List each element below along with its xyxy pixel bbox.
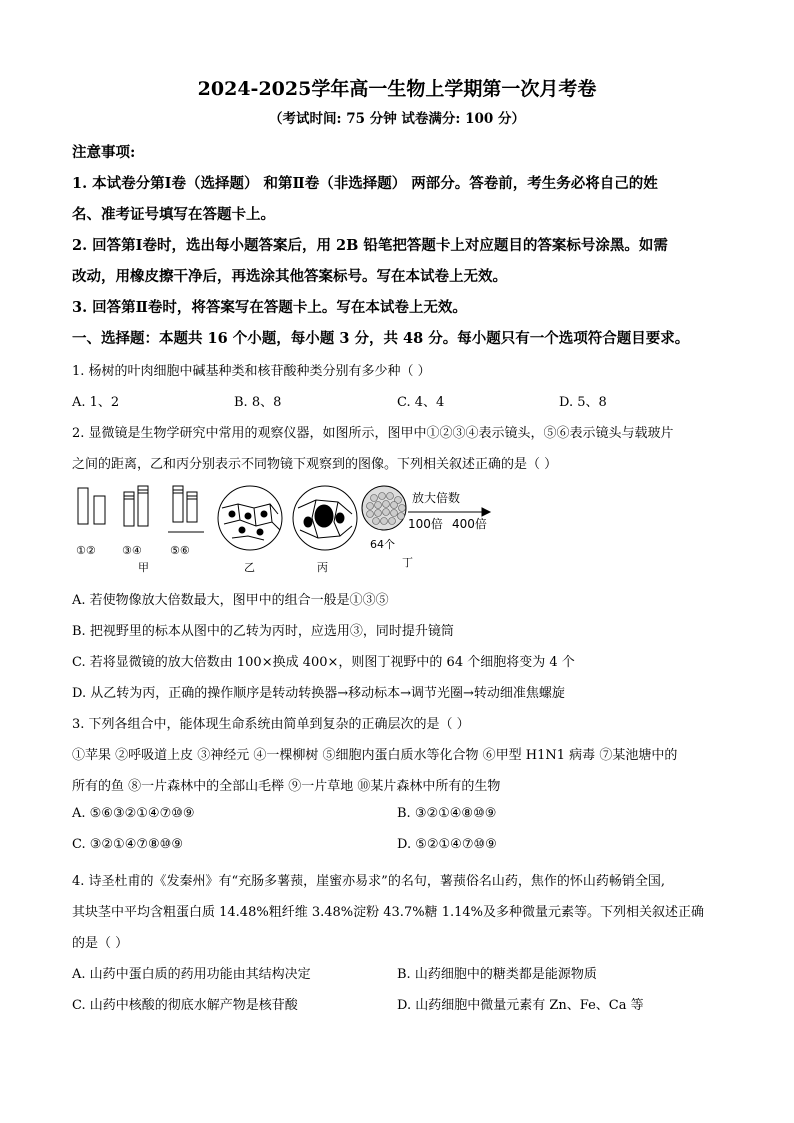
q3-items-line-2: 所有的鱼 ⑧一片森林中的全部山毛榉 ⑨一片草地 ⑩某片森林中所有的生物 (72, 779, 501, 794)
q2-stem-line-1: 2. 显微镜是生物学研究中常用的观察仪器，如图所示，图甲中①②③④表示镜头，⑤⑥表示镜头与载玻片 (72, 426, 674, 441)
label-ding: 丁 (402, 556, 413, 569)
q4-option-a: A. 山药中蛋白质的药用功能由其结构决定 (72, 967, 311, 982)
q4-stem-line-1: 4. 诗圣杜甫的《发秦州》有“充肠多薯蓣，崖蜜亦易求”的名句，薯蓣俗名山药，焦作的怀山药畅销全国, (72, 874, 665, 889)
notes-heading: 注意事项: (72, 144, 136, 161)
label-bing: 丙 (317, 561, 328, 574)
objectives-56 (168, 486, 204, 532)
label-56: ⑤⑥ (170, 544, 190, 557)
note-2-line-1: 2. 回答第Ⅰ卷时，选出每小题答案后，用 2B 铅笔把答题卡上对应题目的答案标号涂黑。如需 (72, 237, 668, 254)
note-1-line-2: 名、准考证号填写在答题卡上。 (72, 206, 275, 223)
microscope-figure (72, 478, 512, 578)
label-100x: 100倍 (408, 517, 443, 531)
note-2-line-2: 改动，用橡皮擦干净后，再选涂其他答案标号。写在本试卷上无效。 (72, 268, 507, 285)
eyepieces-12 (78, 488, 105, 524)
q1-option-b: B. 8、8 (234, 395, 282, 410)
view-bing (293, 486, 357, 550)
q3-option-c: C. ③②①④⑦⑧⑩⑨ (72, 837, 183, 852)
label-34: ③④ (122, 544, 142, 557)
label-arrow: 放大倍数 (412, 491, 461, 505)
exam-subtitle: （考试时间: 75 分钟 试卷满分: 100 分） (269, 111, 525, 127)
view-ding (362, 486, 406, 530)
q1-option-d: D. 5、8 (559, 395, 607, 410)
q2-option-d: D. 从乙转为丙，正确的操作顺序是转动转换器→移动标本→调节光圈→转动细准焦螺旋 (72, 686, 565, 701)
q4-option-c: C. 山药中核酸的彻底水解产物是核苷酸 (72, 998, 298, 1013)
label-400x: 400倍 (452, 517, 487, 531)
q3-option-a: A. ⑤⑥③②①④⑦⑩⑨ (72, 806, 195, 821)
exam-title: 2024-2025学年高一生物上学期第一次月考卷 (197, 78, 597, 100)
note-3: 3. 回答第Ⅱ卷时，将答案写在答题卡上。写在本试卷上无效。 (72, 299, 467, 316)
q4-stem-line-3: 的是（ ） (72, 936, 129, 951)
objectives-34 (124, 486, 148, 526)
note-1-line-1: 1. 本试卷分第Ⅰ卷（选择题） 和第Ⅱ卷（非选择题） 两部分。答卷前，考生务必将自己的姓 (72, 175, 658, 192)
q1-option-a: A. 1、2 (72, 395, 120, 410)
q3-option-b: B. ③②①④⑧⑩⑨ (397, 806, 497, 821)
q2-option-b: B. 把视野里的标本从图中的乙转为丙时，应选用③，同时提升镜筒 (72, 624, 454, 639)
label-jia: 甲 (138, 561, 149, 574)
q4-option-b: B. 山药细胞中的糖类都是能源物质 (397, 967, 597, 982)
label-12: ①② (76, 544, 96, 557)
q3-items-line-1: ①苹果 ②呼吸道上皮 ③神经元 ④一棵柳树 ⑤细胞内蛋白质水等化合物 ⑥甲型 H1N1 病毒 ⑦某池塘中的 (72, 748, 678, 763)
q3-stem: 3. 下列各组合中，能体现生命系统由简单到复杂的正确层次的是（ ） (72, 717, 470, 732)
label-count: 64个 (370, 538, 395, 551)
q4-stem-line-2: 其块茎中平均含粗蛋白质 14.48%粗纤维 3.48%淀粉 43.7%糖 1.14%及多种微量元素等。下列相关叙述正确 (72, 905, 704, 920)
q2-option-a: A. 若使物像放大倍数最大，图甲中的组合一般是①③⑤ (72, 593, 389, 608)
q1-stem: 1. 杨树的叶肉细胞中碱基种类和核苷酸种类分别有多少种（ ） (72, 364, 431, 379)
q2-option-c: C. 若将显微镜的放大倍数由 100×换成 400×，则图丁视野中的 64 个细胞将变为 4 个 (72, 655, 575, 670)
magnification-arrow (408, 508, 490, 516)
q4-option-d: D. 山药细胞中微量元素有 Zn、Fe、Ca 等 (397, 998, 644, 1013)
q1-option-c: C. 4、4 (397, 395, 445, 410)
view-yi (218, 486, 282, 550)
section-heading: 一、选择题：本题共 16 个小题，每小题 3 分，共 48 分。每小题只有一个选项符合题目要求。 (72, 330, 690, 347)
q2-stem-line-2: 之间的距离，乙和丙分别表示不同物镜下观察到的图像。下列相关叙述正确的是（ ） (72, 457, 558, 472)
label-yi: 乙 (244, 561, 255, 574)
q3-option-d: D. ⑤②①④⑦⑩⑨ (397, 837, 497, 852)
